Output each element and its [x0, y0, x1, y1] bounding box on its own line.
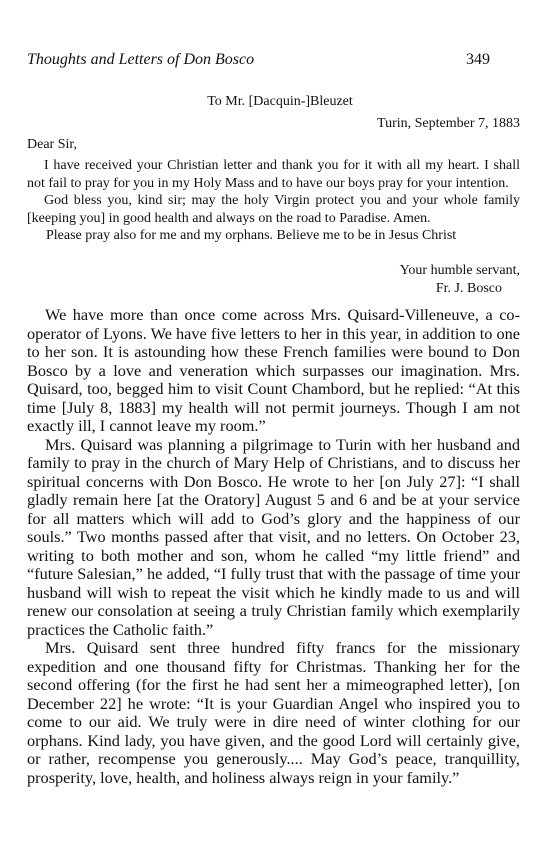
letter-closing — [370, 262, 520, 297]
signature: Fr. J. Bosco — [435, 280, 502, 296]
body-paragraph: We have more than once come across Mrs. Quisard-Villeneuve, a co-operator of Lyons. We have five letters to her in this year, in addition to one to her son. It is astounding how these French families were bound to Don Bosco by a love and veneration which surpasses our imagination. Mrs. Quisard, too, begged him to visit Count Chambord, but he replied: “At this time [July 8, 1883] my health will not permit journeys. Though I am not exactly ill, I cannot leave my room.” — [27, 305, 520, 435]
letter-date: Turin, September 7, 1883 — [377, 116, 520, 131]
body-paragraph: Mrs. Quisard sent three hundred fifty francs for the missionary expedition and one thousand fifty for Christmas. Thanking her for the second offering (for the first he had sent her a mimeographed letter), [on December 22] he wrote: “It is your Guardian Angel who inspired you to come to our aid. We truly were in dire need of winter clothing for our orphans. Kind lady, you have given, and the good Lord will certainly give, or rather, recompense you generously.... May God’s peace, tranquillity, prosperity, love, health, and holiness always reign in your family.” — [27, 638, 520, 787]
letter-paragraph: God bless you, kind sir; may the holy Virgin protect you and your whole family [keeping you] in good health and always on the road to Paradise. Amen. — [27, 193, 520, 226]
letter-paragraph: Please pray also for me and my orphans. Believe me to be in Jesus Christ — [46, 228, 457, 243]
letter-addressee: To Mr. [Dacquin-]Bleuzet — [207, 94, 353, 109]
letter-body — [27, 157, 520, 245]
body-paragraph: Mrs. Quisard was planning a pilgrimage to Turin with her husband and family to pray in the church of Mary Help of Christians, and to discuss her spiritual concerns with Don Bosco. He wrote to her [on July 27]: “I shall gladly remain here [at the Oratory] August 5 and 6 and be at your service for all matters which will add to God’s glory and the happiness of our souls.” Two months passed after that visit, and no letters. On October 23, writing to both mother and son, whom he called “my little friend” and “future Salesian,” he added, “I fully trust that with the passage of time your husband will wish to repeat the visit which he kindly made to us and will renew our consolation at seeing a truly Christian family which exemplarily practices the Catholic faith.” — [27, 434, 520, 639]
letter-salutation: Dear Sir, — [27, 137, 77, 152]
narrative-body — [27, 306, 520, 787]
page-number: 349 — [466, 51, 490, 68]
letter-paragraph: I have received your Christian letter and thank you for it with all my heart. I shall not fail to pray for you in my Holy Mass and to have our boys pray for your intention. — [27, 158, 520, 191]
running-header-title: Thoughts and Letters of Don Bosco — [27, 51, 255, 68]
closing-phrase: Your humble servant, — [399, 263, 520, 278]
